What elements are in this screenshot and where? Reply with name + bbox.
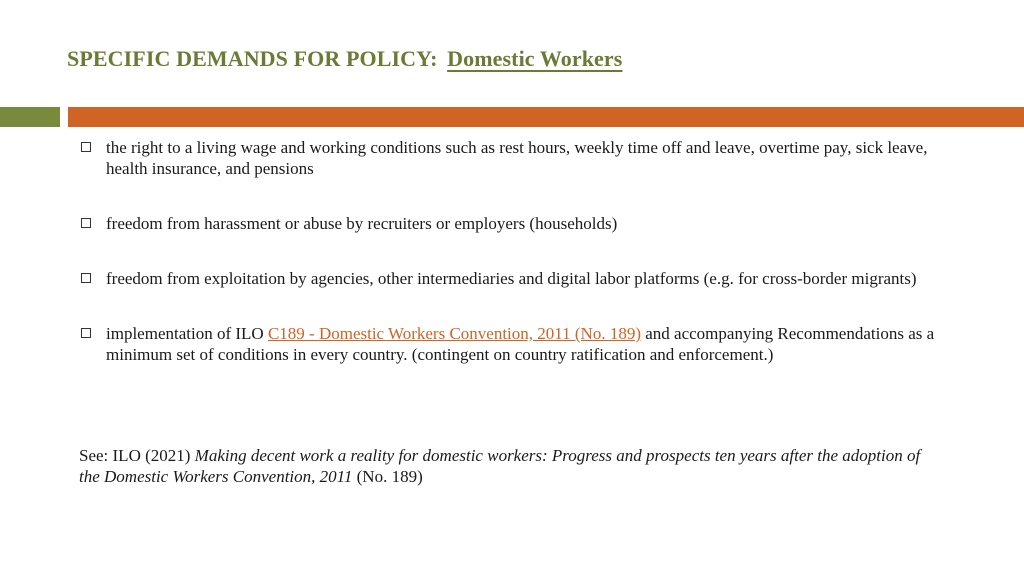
title-prefix: SPECIFIC DEMANDS FOR POLICY: [67,46,438,71]
square-bullet-icon [81,328,91,338]
reference-citation [79,445,939,487]
c189-convention-link[interactable]: C189 - Domestic Workers Convention, 2011 (No. 189) [267,324,641,343]
bullet-item [78,268,938,289]
accent-bar-left [0,107,60,127]
bullet-text: the right to a living wage and working conditions such as rest hours, weekly time off and leave, overtime pay, sick leave, health insurance, and pensions [106,138,928,178]
citation-suffix: (No. 189) [352,467,423,486]
citation-title: Making decent work a reality for domestic workers: Progress and prospects ten years after the adoption of the Domestic Workers Convention, 2011 [79,446,921,486]
accent-bar-right [68,107,1024,127]
bullet-text: freedom from harassment or abuse by recruiters or employers (households) [106,214,618,233]
citation-prefix: See: ILO (2021) [79,446,195,465]
bullet-item [78,323,938,365]
slide-title [67,46,622,72]
bullet-text-after: and accompanying Recommendations as a minimum set of conditions in every country. (contingent on country ratification and enforcement.) [106,324,935,364]
bullet-item [78,213,938,234]
square-bullet-icon [81,273,91,283]
title-link[interactable]: Domestic Workers [447,46,623,71]
bullet-item [78,137,938,179]
bullet-text-before: implementation of ILO [106,324,268,343]
bullet-list [78,137,938,365]
square-bullet-icon [81,218,91,228]
square-bullet-icon [81,142,91,152]
bullet-text: freedom from exploitation by agencies, other intermediaries and digital labor platforms (e.g. for cross-border migrants) [106,269,917,288]
